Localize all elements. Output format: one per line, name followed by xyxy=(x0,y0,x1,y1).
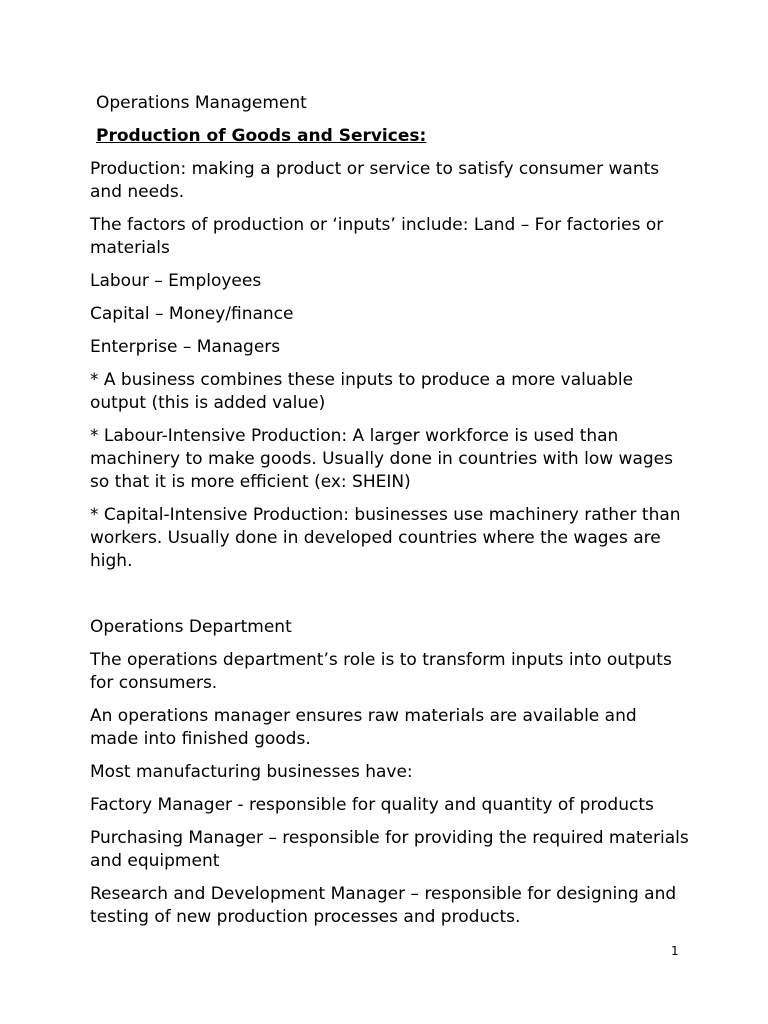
paragraph-manufacturing-businesses: Most manufacturing businesses have: xyxy=(90,762,413,782)
paragraph-operations-manager: An operations manager ensures raw materials are available and made into finished goods. xyxy=(90,706,637,749)
paragraph-spacer xyxy=(90,583,690,616)
paragraph-operations-role: The operations department’s role is to transform inputs into outputs for consumers. xyxy=(90,650,672,693)
paragraph-capital-intensive: * Capital-Intensive Production: businesses use machinery rather than workers. Usually done in developed countries where the wages are high. xyxy=(90,505,681,571)
paragraph-labour-intensive: * Labour-Intensive Production: A larger workforce is used than machinery to make goods. Usually done in countries with low wages so that it is more efficient (ex: SHEIN) xyxy=(90,426,673,492)
paragraph-factory-manager: Factory Manager - responsible for quality and quantity of products xyxy=(90,795,654,815)
paragraph-factors-of-production: The factors of production or ‘inputs’ include: Land – For factories or materials xyxy=(90,215,664,258)
paragraph-enterprise: Enterprise – Managers xyxy=(90,337,281,357)
paragraph-labour: Labour – Employees xyxy=(90,271,262,291)
document-body xyxy=(90,92,690,939)
paragraph-capital: Capital – Money/finance xyxy=(90,304,294,324)
section-heading: Production of Goods and Services: xyxy=(96,126,427,146)
paragraph-added-value: * A business combines these inputs to produce a more valuable output (this is added value) xyxy=(90,370,634,413)
paragraph-purchasing-manager: Purchasing Manager – responsible for providing the required materials and equipment xyxy=(90,828,689,871)
document-title: Operations Management xyxy=(96,93,307,113)
paragraph-production-definition: Production: making a product or service to satisfy consumer wants and needs. xyxy=(90,159,660,202)
paragraph-rd-manager: Research and Development Manager – responsible for designing and testing of new production processes and products. xyxy=(90,884,677,927)
page-number: 1 xyxy=(671,944,679,958)
subheading-operations-department: Operations Department xyxy=(90,617,292,637)
